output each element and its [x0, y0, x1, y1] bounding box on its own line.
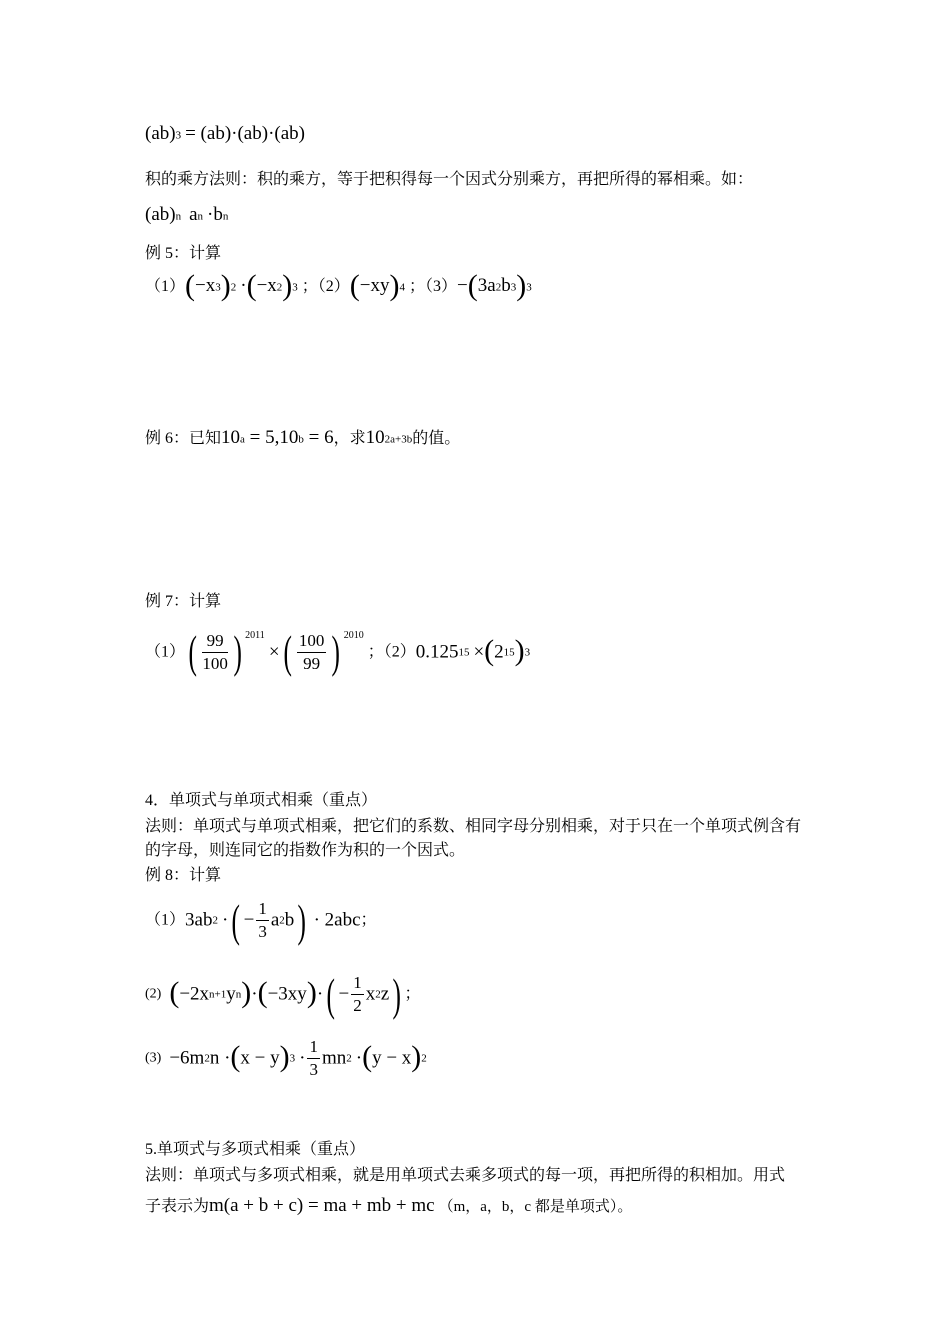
example8-problem2: (2) (−2xn+1yn)·(−3xy)·( − $\frac{1}{2}$ x2z) ；	[145, 968, 421, 1020]
example6: 例 6：已知10a = 5,10b = 6，求102a+3b的值。	[145, 427, 461, 448]
example7-title: 例 7：计算	[145, 593, 222, 610]
section5-title: 5.单项式与多项式相乘（重点）	[145, 1141, 366, 1158]
example5-problems: （1）(−x3)2 ·(−x2)3 ；（2）(−xy)4 ；（3）−(3a2b3)3	[145, 269, 532, 302]
product-power-example: (ab)n an ·bn	[145, 204, 229, 225]
section5-rule-line1: 法则：单项式与多项式相乘，就是用单项式去乘多项式的每一项，再把所得的积相加。用式	[145, 1167, 786, 1184]
example8-problem3: (3) −6m2n ·(x − y)3 · $\frac{1}{3}$ mn2 ·(y − x)2	[145, 1037, 427, 1079]
example5-title: 例 5：计算	[145, 245, 222, 262]
example7-problems: （1）( $\frac{99}{100}$ ) $^{2011}$ ×( $\frac{100}{99}$ ) $^{2010}$ ；（2）0.12515 ×(215)3	[145, 626, 531, 678]
identity-ab-cubed: (ab)3 = (ab)·(ab)·(ab)	[145, 123, 305, 144]
example8-title: 例 8：计算	[145, 867, 222, 884]
section4-rule: 法则：单项式与单项式相乘，把它们的系数、相同字母分别相乘，对于只在一个单项式例含有的字母，则连同它的指数作为积的一个因式。	[145, 818, 802, 859]
section5-rule-line2: 子表示为m(a + b + c) = ma + mb + mc （m，a，b，c 都是单项式）。	[145, 1195, 633, 1216]
example8-problem1: （1）3ab2 ·( − $\frac{1}{3}$ a2b) · 2abc；	[145, 894, 377, 946]
product-power-rule: 积的乘方法则：积的乘方，等于把积得每一个因式分别乘方，再把所得的幂相乘。如：	[145, 171, 754, 188]
section4-title: 4．单项式与单项式相乘（重点）	[145, 792, 378, 809]
